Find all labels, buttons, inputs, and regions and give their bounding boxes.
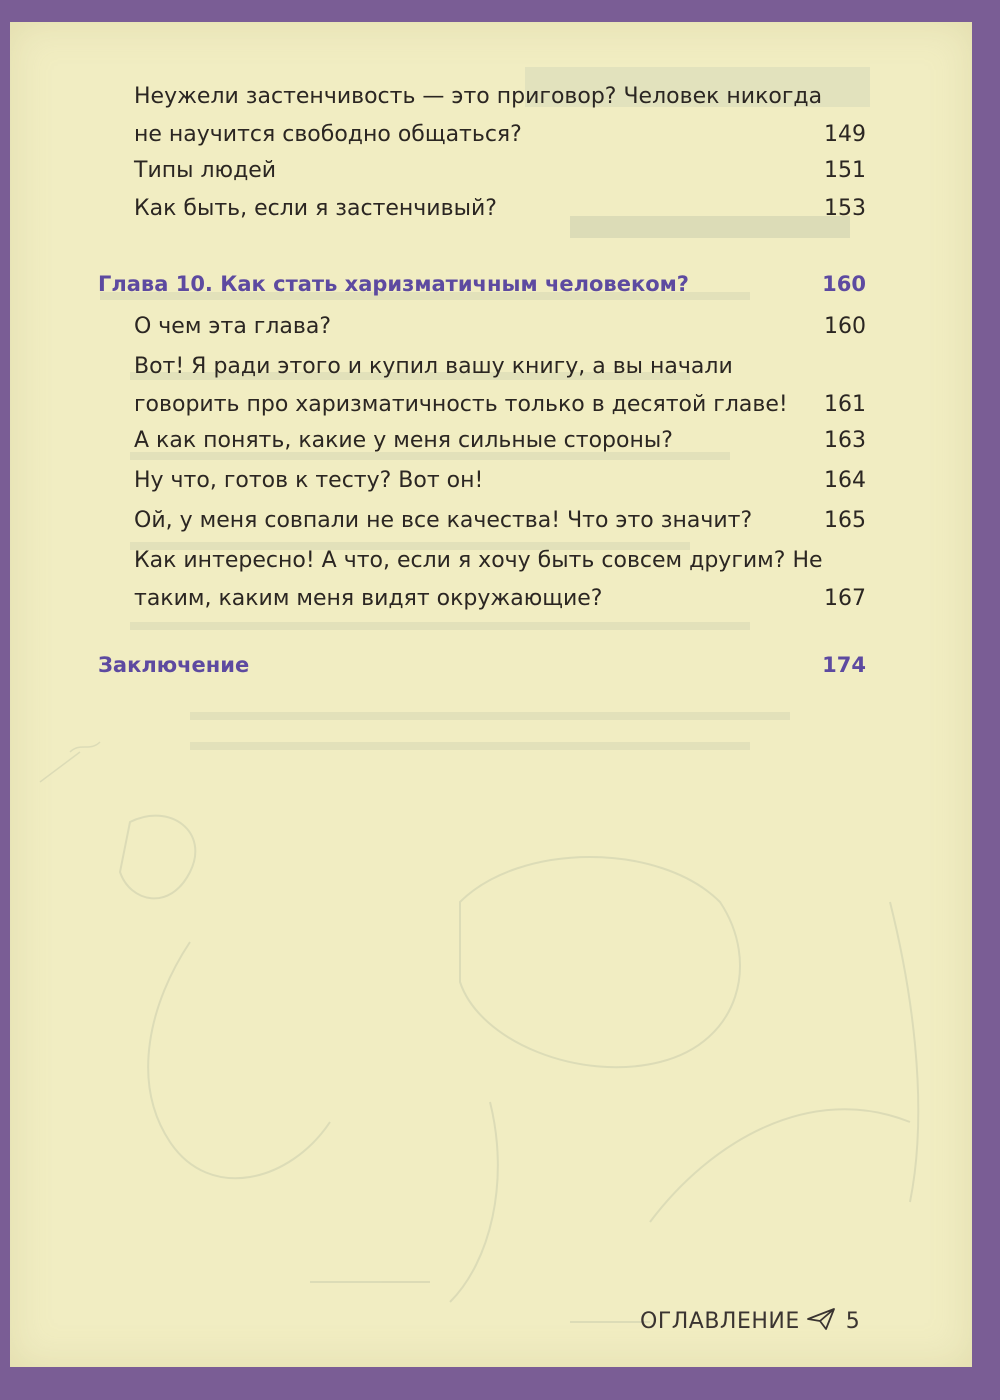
toc-entry-title: Как быть, если я застенчивый?: [134, 196, 497, 221]
chapter-heading: [98, 648, 866, 682]
toc-entry-title: Как интересно! А что, если я хочу быть совсем другим? Не таким, каким меня видят окружающие?: [134, 548, 823, 611]
toc-entry-page: 149: [824, 122, 866, 147]
toc-entry-page: 160: [824, 314, 866, 339]
toc-entry-page: 151: [824, 158, 866, 183]
toc-entry: [134, 308, 866, 346]
chapter-heading: [98, 267, 866, 301]
toc-entry-title: Неужели застенчивость — это приговор? Человек никогда не научится свободно общаться?: [134, 84, 823, 147]
toc-entry: [134, 462, 866, 500]
page-number: 5: [845, 1309, 861, 1334]
chapter-page: 174: [822, 653, 866, 677]
section-name: ОГЛАВЛЕНИЕ: [640, 1309, 800, 1334]
page-footer: [640, 1307, 860, 1337]
toc-entry-page: 161: [824, 392, 866, 417]
toc-entry-title: О чем эта глава?: [134, 314, 332, 339]
toc-entry-page: 165: [824, 508, 866, 533]
toc-entry: [134, 78, 866, 154]
toc-entry: [134, 502, 866, 540]
toc-entry: [134, 152, 866, 190]
toc-entry-page: 153: [824, 196, 866, 221]
toc-entry: [134, 190, 866, 228]
toc-entry-title: А как понять, какие у меня сильные стороны?: [134, 428, 673, 453]
toc-entry: [134, 422, 866, 460]
paper-plane-icon: [806, 1307, 836, 1337]
toc-entry-title: Ну что, готов к тесту? Вот он!: [134, 468, 484, 493]
toc-entry: [134, 542, 866, 618]
toc-entry-title: Вот! Я ради этого и купил вашу книгу, а вы начали говорить про харизматичность только в десятой главе!: [134, 354, 788, 417]
toc-entry-page: 164: [824, 468, 866, 493]
book-page: [10, 22, 972, 1367]
toc-entry-page: 163: [824, 428, 866, 453]
toc-entry-page: 167: [824, 586, 866, 611]
toc-entry-title: Ой, у меня совпали не все качества! Что это значит?: [134, 508, 753, 533]
toc-entry: [134, 348, 866, 424]
chapter-title: Глава 10. Как стать харизматичным человеком?: [98, 272, 689, 296]
toc-entry-title: Типы людей: [134, 158, 277, 183]
chapter-page: 160: [822, 272, 866, 296]
chapter-title: Заключение: [98, 653, 250, 677]
